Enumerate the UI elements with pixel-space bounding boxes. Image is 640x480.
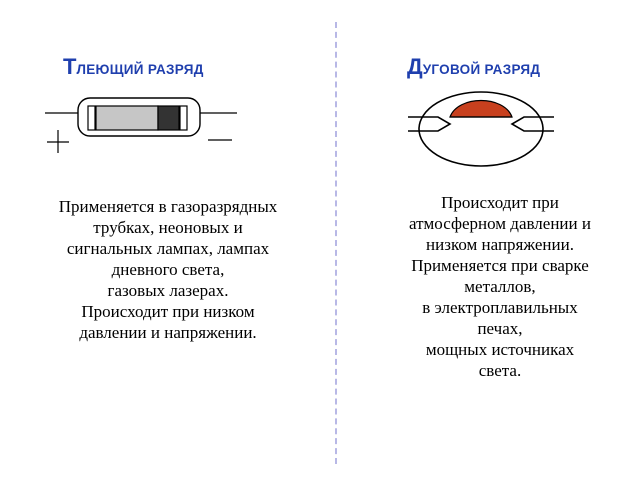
left-electrode bbox=[88, 106, 95, 130]
center-divider bbox=[335, 22, 337, 464]
right-electrode bbox=[180, 106, 187, 130]
description-line: Происходит при bbox=[441, 193, 559, 212]
description-line: мощных источниках bbox=[425, 340, 575, 359]
description-line: сигнальных лампах, лампах bbox=[66, 239, 270, 258]
description-line: металлов, bbox=[464, 277, 536, 296]
description-line: Происходит при низком bbox=[81, 302, 255, 321]
glow-discharge-heading bbox=[63, 54, 204, 80]
description-line: в электроплавильных bbox=[422, 298, 578, 317]
description-line: газовых лазерах. bbox=[107, 281, 229, 300]
description-line: давлении и напряжении. bbox=[79, 323, 257, 342]
dark-cathode-region bbox=[158, 106, 179, 130]
description-line: атмосферном давлении и bbox=[409, 214, 591, 233]
description-line: печах, bbox=[477, 319, 523, 338]
description-line: низком напряжении. bbox=[426, 235, 574, 254]
glow-discharge-heading-rest: ЛЕЮЩИЙ РАЗРЯД bbox=[76, 62, 204, 77]
description-line: Применяется в газоразрядных bbox=[58, 197, 278, 216]
description-line: трубках, неоновых и bbox=[93, 218, 243, 237]
description-line: света. bbox=[478, 361, 522, 380]
arc-discharge-heading bbox=[407, 54, 540, 80]
glow-discharge-tube-icon bbox=[40, 88, 240, 158]
description-line: дневного света, bbox=[111, 260, 225, 279]
description-line: Применяется при сварке bbox=[411, 256, 589, 275]
glow-column bbox=[96, 106, 158, 130]
glow-discharge-heading-initial: Т bbox=[63, 54, 77, 79]
arc-discharge-heading-initial: Д bbox=[407, 54, 423, 79]
glow-discharge-description bbox=[20, 196, 316, 343]
arc-discharge-description bbox=[362, 192, 638, 381]
arc-discharge-electrodes-icon bbox=[400, 90, 560, 170]
arc-discharge-heading-rest: УГОВОЙ РАЗРЯД bbox=[422, 62, 541, 77]
